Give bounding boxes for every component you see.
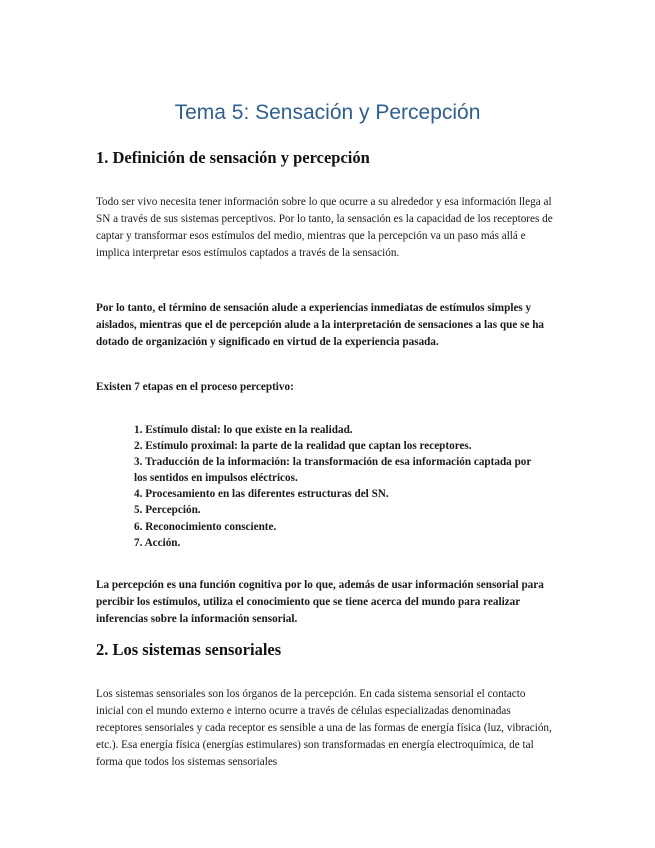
list-item-text: Procesamiento en las diferentes estructuras del SN. bbox=[145, 488, 389, 501]
section-1-paragraph-3: La percepción es una función cognitiva por lo que, además de usar información sensorial para percibir los estímulos, utiliza el conocimiento que se tiene acerca del mundo para realizar inferencias sobre la información sensorial. bbox=[96, 579, 544, 625]
list-item-text: Acción. bbox=[144, 536, 181, 549]
list-item bbox=[134, 438, 534, 454]
document-title: Tema 5: Sensación y Percepción bbox=[174, 101, 481, 124]
list-item-text: Percepción. bbox=[145, 504, 201, 517]
list-item-number: 2. bbox=[134, 440, 143, 453]
list-item bbox=[134, 454, 534, 486]
section-2-heading: 2. Los sistemas sensoriales bbox=[96, 640, 282, 659]
list-item-text: Reconocimiento consciente. bbox=[145, 520, 277, 533]
list-item-number: 4. bbox=[134, 488, 143, 501]
list-item-text: Estímulo distal: lo que existe en la realidad. bbox=[145, 424, 353, 436]
list-item bbox=[134, 519, 534, 535]
list-item-number: 6. bbox=[134, 520, 143, 533]
section-2-paragraph-1: Los sistemas sensoriales son los órganos de la percepción. En cada sistema sensorial el contacto inicial con el mundo externo e interno ocurre a través de células especializadas denominadas receptores sensoriales y cada receptor es sensible a una de las formas de energía física (luz, vibración, etc.). Esa energía física (energías estimulares) son transformadas en energía electroquímica, de tal forma que todos los sistemas sensoriales bbox=[96, 688, 552, 768]
section-1-heading: 1. Definición de sensación y percepción bbox=[96, 148, 370, 167]
list-item-number: 5. bbox=[134, 504, 143, 517]
list-item-number: 1. bbox=[134, 424, 143, 436]
list-item bbox=[134, 502, 534, 518]
stages-intro: Existen 7 etapas en el proceso perceptivo: bbox=[96, 381, 294, 393]
list-item bbox=[134, 535, 534, 551]
stages-list bbox=[134, 422, 534, 551]
list-item-text: Estímulo proximal: la parte de la realidad que captan los receptores. bbox=[145, 440, 472, 453]
section-1-paragraph-1: Todo ser vivo necesita tener información sobre lo que ocurre a su alrededor y esa información llega al SN a través de sus sistemas perceptivos. Por lo tanto, la sensación es la capacidad de los receptores de captar y transformar esos estímulos del medio, mientras que la percepción va un paso más allá e implica interpretar esos estímulos captados a través de la sensación. bbox=[96, 196, 553, 259]
list-item-number: 7. bbox=[134, 536, 143, 549]
section-1-paragraph-2: Por lo tanto, el término de sensación alude a experiencias inmediatas de estímulos simples y aislados, mientras que el de percepción alude a la interpretación de sensaciones a las que se ha dotado de organización y significado en virtud de la experiencia pasada. bbox=[96, 302, 545, 348]
list-item bbox=[134, 486, 534, 502]
list-item bbox=[134, 422, 534, 438]
list-item-text: Traducción de la información: la transformación de esa información captada por los sentidos en impulsos eléctricos. bbox=[134, 456, 532, 485]
list-item-number: 3. bbox=[134, 456, 143, 469]
